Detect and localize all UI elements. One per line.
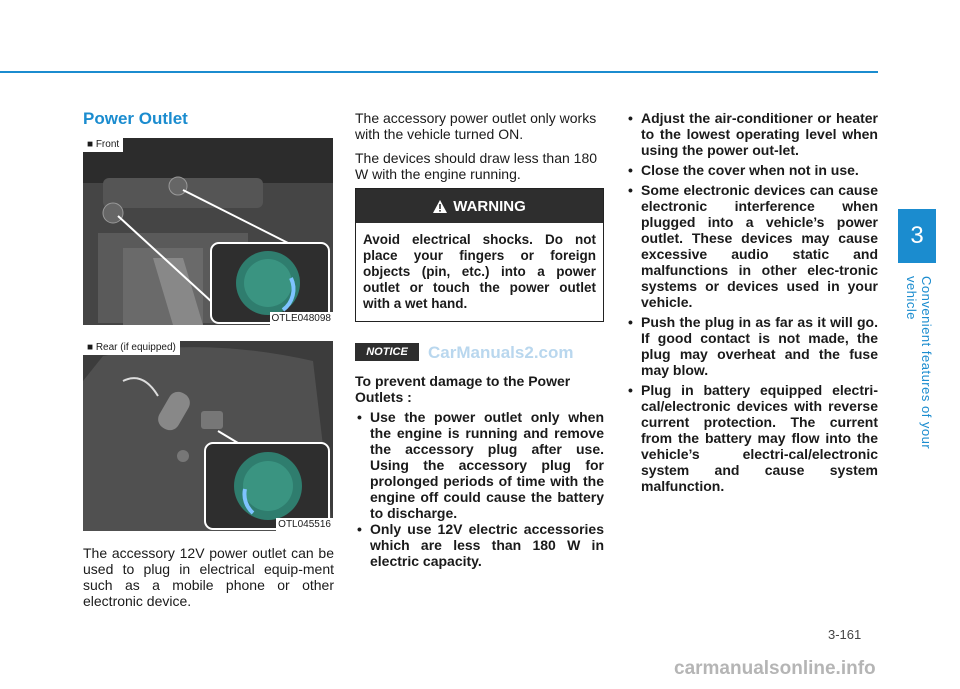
chapter-tab[interactable]: [898, 209, 936, 263]
watermark: CarManuals2.com: [428, 343, 574, 362]
header-rule: [0, 71, 878, 73]
paragraph: The accessory power outlet only works with the vehicle turned ON.: [355, 110, 597, 142]
site-watermark: carmanualsonline.info: [674, 658, 876, 679]
figure-code: OTL045516: [278, 519, 331, 530]
list-item: • Use the power outlet only when the engine is running and remove the accessory plug after use. Using the accessory plug for prolonged periods of time with the engine off could cause the battery to discharge.: [355, 409, 604, 521]
list-item: • Only use 12V electric accessories which are less than 180 W in electric capacity.: [355, 521, 604, 569]
warning-icon: [433, 200, 447, 213]
figure-label: ■ Front: [83, 138, 123, 152]
usage-paragraphs: [355, 110, 604, 190]
front-outlet-figure: [83, 138, 333, 325]
notice-intro: To prevent damage to the Power Outlets :: [355, 373, 571, 405]
notice-badge: NOTICE: [355, 343, 419, 361]
page-number: 3-161: [828, 627, 862, 642]
warning-title: WARNING: [453, 197, 526, 215]
figure-code: OTLE048098: [271, 313, 331, 324]
list-item: • Some electronic devices can cause electronic interference when plugged into a vehicle’s power outlet. These devices may cause excessive audio static and malfunctions in other elec-tronic systems or devices used in your vehicle.: [626, 182, 878, 310]
warning-text: Avoid electrical shocks. Do not place your fingers or foreign objects (pin, etc.) into a power outlet or touch the power outlet with a wet hand.: [363, 232, 596, 311]
list-item: • Plug in battery equipped electri-cal/electronic devices with reverse current protection. The current from the battery may flow into the vehicle’s electri-cal/electronic system and cause system malfunction.: [626, 382, 878, 494]
warning-box: [355, 188, 604, 322]
paragraph: The devices should draw less than 180 W with the engine running.: [355, 150, 598, 182]
precautions-column: [626, 110, 878, 494]
rear-cargo-illustration: [83, 341, 333, 531]
rear-outlet-figure: [83, 341, 333, 531]
notice-list: [355, 409, 604, 569]
list-item: • Push the plug in as far as it will go. If good contact is not made, the plug may overheat and the fuse may blow.: [626, 314, 878, 378]
intro-paragraph: The accessory 12V power outlet can be used to plug in electrical equip-ment such as a mobile phone or other electronic device.: [83, 545, 334, 609]
warning-header: [356, 189, 603, 223]
chapter-number: 3: [910, 222, 924, 249]
notice-content: [355, 373, 604, 569]
chapter-title: Convenient features of your vehicle: [904, 276, 934, 450]
list-item: • Adjust the air-conditioner or heater to the lowest operating level when using the power out-let.: [626, 110, 878, 158]
figure-label: ■ Rear (if equipped): [83, 341, 180, 355]
list-item: • Close the cover when not in use.: [626, 162, 878, 178]
page-title: Power Outlet: [83, 109, 188, 128]
precautions-list: [626, 110, 878, 494]
front-console-illustration: [83, 138, 333, 325]
